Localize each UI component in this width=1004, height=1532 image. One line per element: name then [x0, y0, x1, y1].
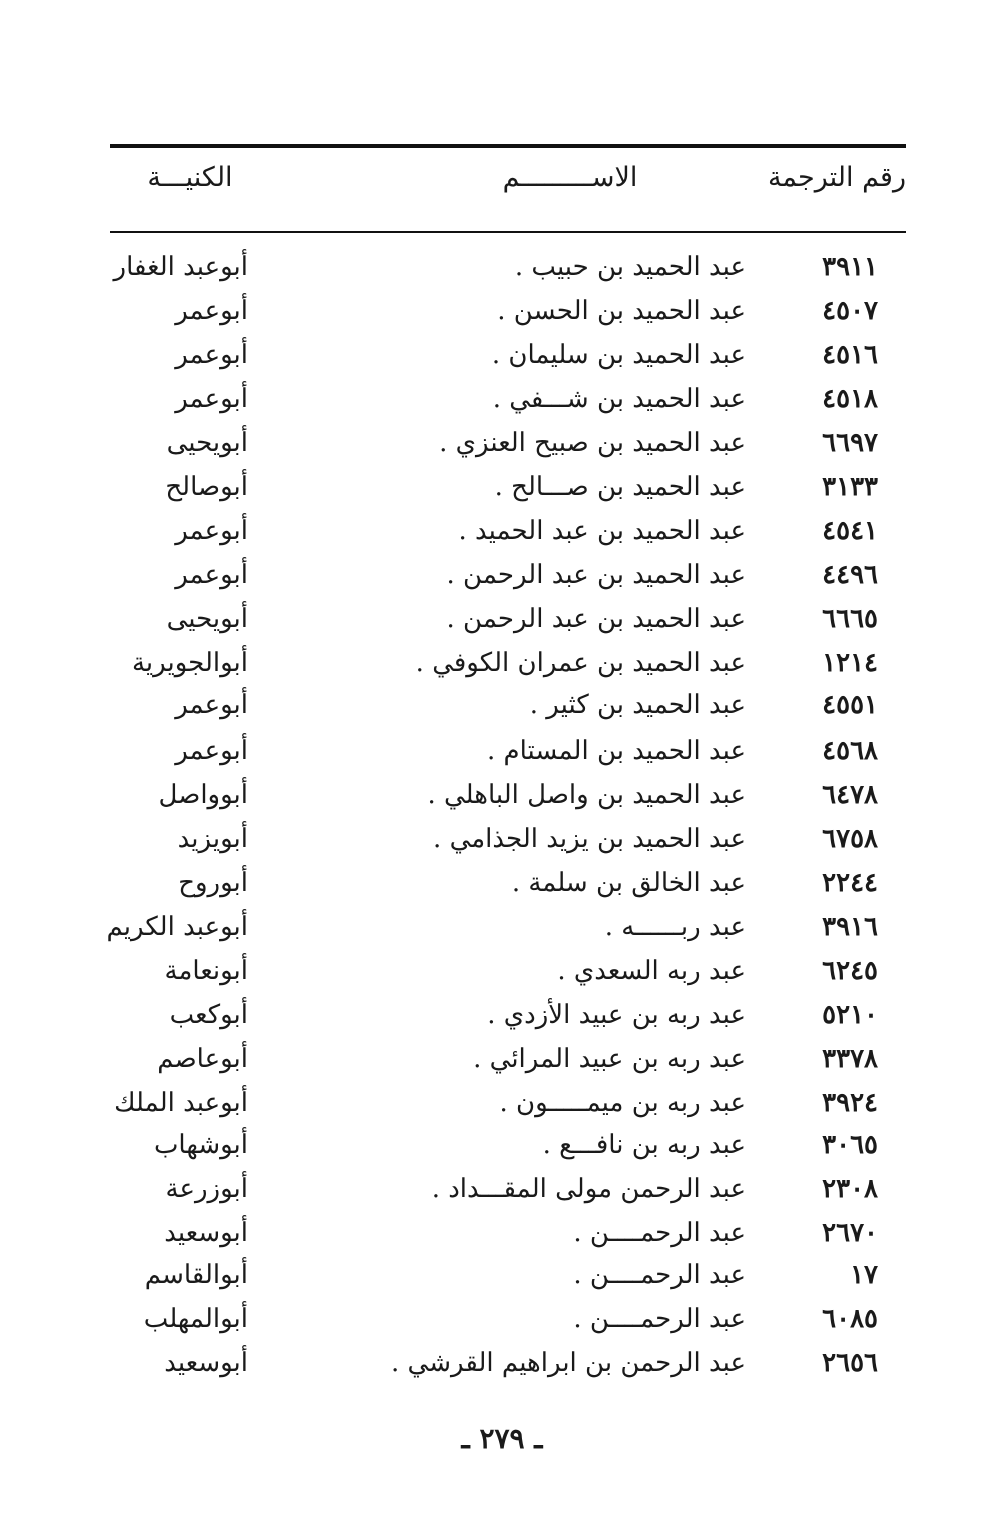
entry-number: ١٢١٤: [822, 648, 878, 678]
entry-name: عبد الحميد بن عبد الحميد .: [458, 516, 746, 546]
entry-kunya: أبوزرعة: [165, 1174, 248, 1204]
entry-name: عبد ربه بن عبيد المرائي .: [473, 1044, 746, 1074]
entry-number: ٢٦٧٠: [822, 1218, 878, 1248]
table-row: [0, 868, 1004, 908]
entry-number: ٢٦٥٦: [822, 1348, 878, 1378]
entry-number: ٣٩١١: [822, 252, 878, 282]
entry-name: عبد الحميد بن حبيب .: [514, 252, 746, 282]
entry-kunya: أبوعمر: [175, 296, 248, 326]
entry-kunya: أبوعمر: [175, 560, 248, 590]
table-row: [0, 1088, 1004, 1128]
entry-number: ٦٦٩٧: [822, 428, 878, 458]
table-row: [0, 560, 1004, 600]
entry-kunya: أبوعمر: [175, 736, 248, 766]
entry-number: ٢٢٤٤: [822, 868, 878, 898]
entry-kunya: أبوعاصم: [157, 1044, 248, 1074]
table-row: [0, 648, 1004, 688]
entry-number: ٤٥٠٧: [822, 296, 878, 326]
entry-number: ٣٠٦٥: [822, 1130, 878, 1160]
entry-name: عبد الرحمن مولى المقـــداد .: [431, 1174, 746, 1204]
entry-number: ٦٧٥٨: [822, 824, 878, 854]
table-row: [0, 428, 1004, 468]
column-header-name: الاســـــــــم: [502, 162, 638, 193]
entry-name: عبد الحميد بن عبد الرحمن .: [446, 560, 746, 590]
entry-kunya: أبوعبد الكريم: [106, 912, 248, 942]
table-row: [0, 1000, 1004, 1040]
table-row: [0, 1304, 1004, 1344]
entry-name: عبد ربــــــه .: [604, 912, 746, 942]
entry-number: ٦٦٦٥: [822, 604, 878, 634]
entry-kunya: أبوروح: [178, 868, 248, 898]
entry-number: ٣٩٢٤: [822, 1088, 878, 1118]
entry-kunya: أبوعبد الملك: [114, 1088, 248, 1118]
entry-name: عبد الحميد بن سليمان .: [491, 340, 746, 370]
entry-kunya: أبوشهاب: [153, 1130, 248, 1160]
entry-name: عبد الحميد بن واصل الباهلي .: [427, 780, 746, 810]
entry-kunya: أبوسعيد: [164, 1218, 248, 1248]
entry-number: ٣٩١٦: [822, 912, 878, 942]
entry-name: عبد الحميد بن عبد الرحمن .: [446, 604, 746, 634]
table-row: [0, 296, 1004, 336]
table-row: [0, 1348, 1004, 1388]
table-row: [0, 912, 1004, 952]
entry-kunya: أبوعمر: [175, 340, 248, 370]
entry-number: ٤٥١٦: [822, 340, 878, 370]
table-row: [0, 824, 1004, 864]
entry-kunya: أبوالجويرية: [131, 648, 248, 678]
table-row: [0, 252, 1004, 292]
entry-number: ٥٢١٠: [822, 1000, 878, 1030]
table-row: [0, 956, 1004, 996]
entry-number: ١٧: [850, 1260, 878, 1290]
entry-name: عبد ربه السعدي .: [557, 956, 746, 986]
entry-kunya: أبويزيد: [177, 824, 248, 854]
entry-name: عبد الحميد بن صـــالح .: [494, 472, 746, 502]
entry-kunya: أبوسعيد: [164, 1348, 248, 1378]
entry-kunya: أبوعمر: [175, 690, 248, 720]
table-row: [0, 472, 1004, 512]
entry-name: عبد الحميد بن عمران الكوفي .: [415, 648, 746, 678]
entry-number: ٤٥٥١: [822, 690, 878, 720]
entry-name: عبد الرحمــــن .: [573, 1260, 746, 1290]
entry-kunya: أبوكعب: [169, 1000, 248, 1030]
table-row: [0, 604, 1004, 644]
column-header-number: رقم الترجمة: [767, 162, 906, 193]
column-header-kunya: الكنيـــة: [147, 162, 233, 193]
entry-kunya: أبوعمر: [175, 384, 248, 414]
entry-number: ٣١٣٣: [822, 472, 878, 502]
entry-kunya: أبوالمهلب: [143, 1304, 248, 1334]
table-row: [0, 1130, 1004, 1170]
entry-kunya: أبوواصل: [158, 780, 248, 810]
table-row: [0, 340, 1004, 380]
entry-name: عبد الحميد بن يزيد الجذامي .: [433, 824, 746, 854]
entry-number: ٦٠٨٥: [822, 1304, 878, 1334]
entry-kunya: أبويحيى: [166, 428, 248, 458]
table-row: [0, 690, 1004, 730]
table-row: [0, 1260, 1004, 1300]
page-number: ـ ٢٧٩ ـ: [461, 1422, 543, 1455]
table-row: [0, 736, 1004, 776]
entry-number: ٢٣٠٨: [822, 1174, 878, 1204]
entry-number: ٤٥٦٨: [822, 736, 878, 766]
table-row: [0, 780, 1004, 820]
entry-number: ٦٢٤٥: [822, 956, 878, 986]
table-row: [0, 1174, 1004, 1214]
entry-kunya: أبويحيى: [166, 604, 248, 634]
entry-name: عبد ربه بن ميمـــــون .: [499, 1088, 746, 1118]
table-row: [0, 1044, 1004, 1084]
entry-name: عبد ربه بن عبيد الأزدي .: [487, 1000, 746, 1030]
entry-number: ٦٤٧٨: [822, 780, 878, 810]
entry-kunya: أبوعمر: [175, 516, 248, 546]
table-row: [0, 384, 1004, 424]
entry-name: عبد الحميد بن المستام .: [486, 736, 746, 766]
entry-name: عبد الحميد بن الحسن .: [497, 296, 746, 326]
entry-kunya: أبوالقاسم: [144, 1260, 248, 1290]
entry-name: عبد الحميد بن شـــفي .: [492, 384, 746, 414]
entry-number: ٣٣٧٨: [822, 1044, 878, 1074]
entry-kunya: أبوصالح: [165, 472, 248, 502]
entry-name: عبد ربه بن نافـــع .: [542, 1130, 746, 1160]
entry-name: عبد الرحمــــن .: [573, 1218, 746, 1248]
entry-number: ٤٥١٨: [822, 384, 878, 414]
entry-name: عبد الخالق بن سلمة .: [511, 868, 746, 898]
entry-kunya: أبونعامة: [164, 956, 248, 986]
entry-number: ٤٤٩٦: [822, 560, 878, 590]
entry-name: عبد الحميد بن كثير .: [529, 690, 746, 720]
entry-kunya: أبوعبد الغفار: [113, 252, 248, 282]
table-row: [0, 1218, 1004, 1258]
table-row: [0, 516, 1004, 556]
entry-name: عبد الرحمــــن .: [573, 1304, 746, 1334]
entry-number: ٤٥٤١: [822, 516, 878, 546]
entry-name: عبد الحميد بن صبيح العنزي .: [439, 428, 746, 458]
entry-name: عبد الرحمن بن ابراهيم القرشي .: [391, 1348, 746, 1378]
